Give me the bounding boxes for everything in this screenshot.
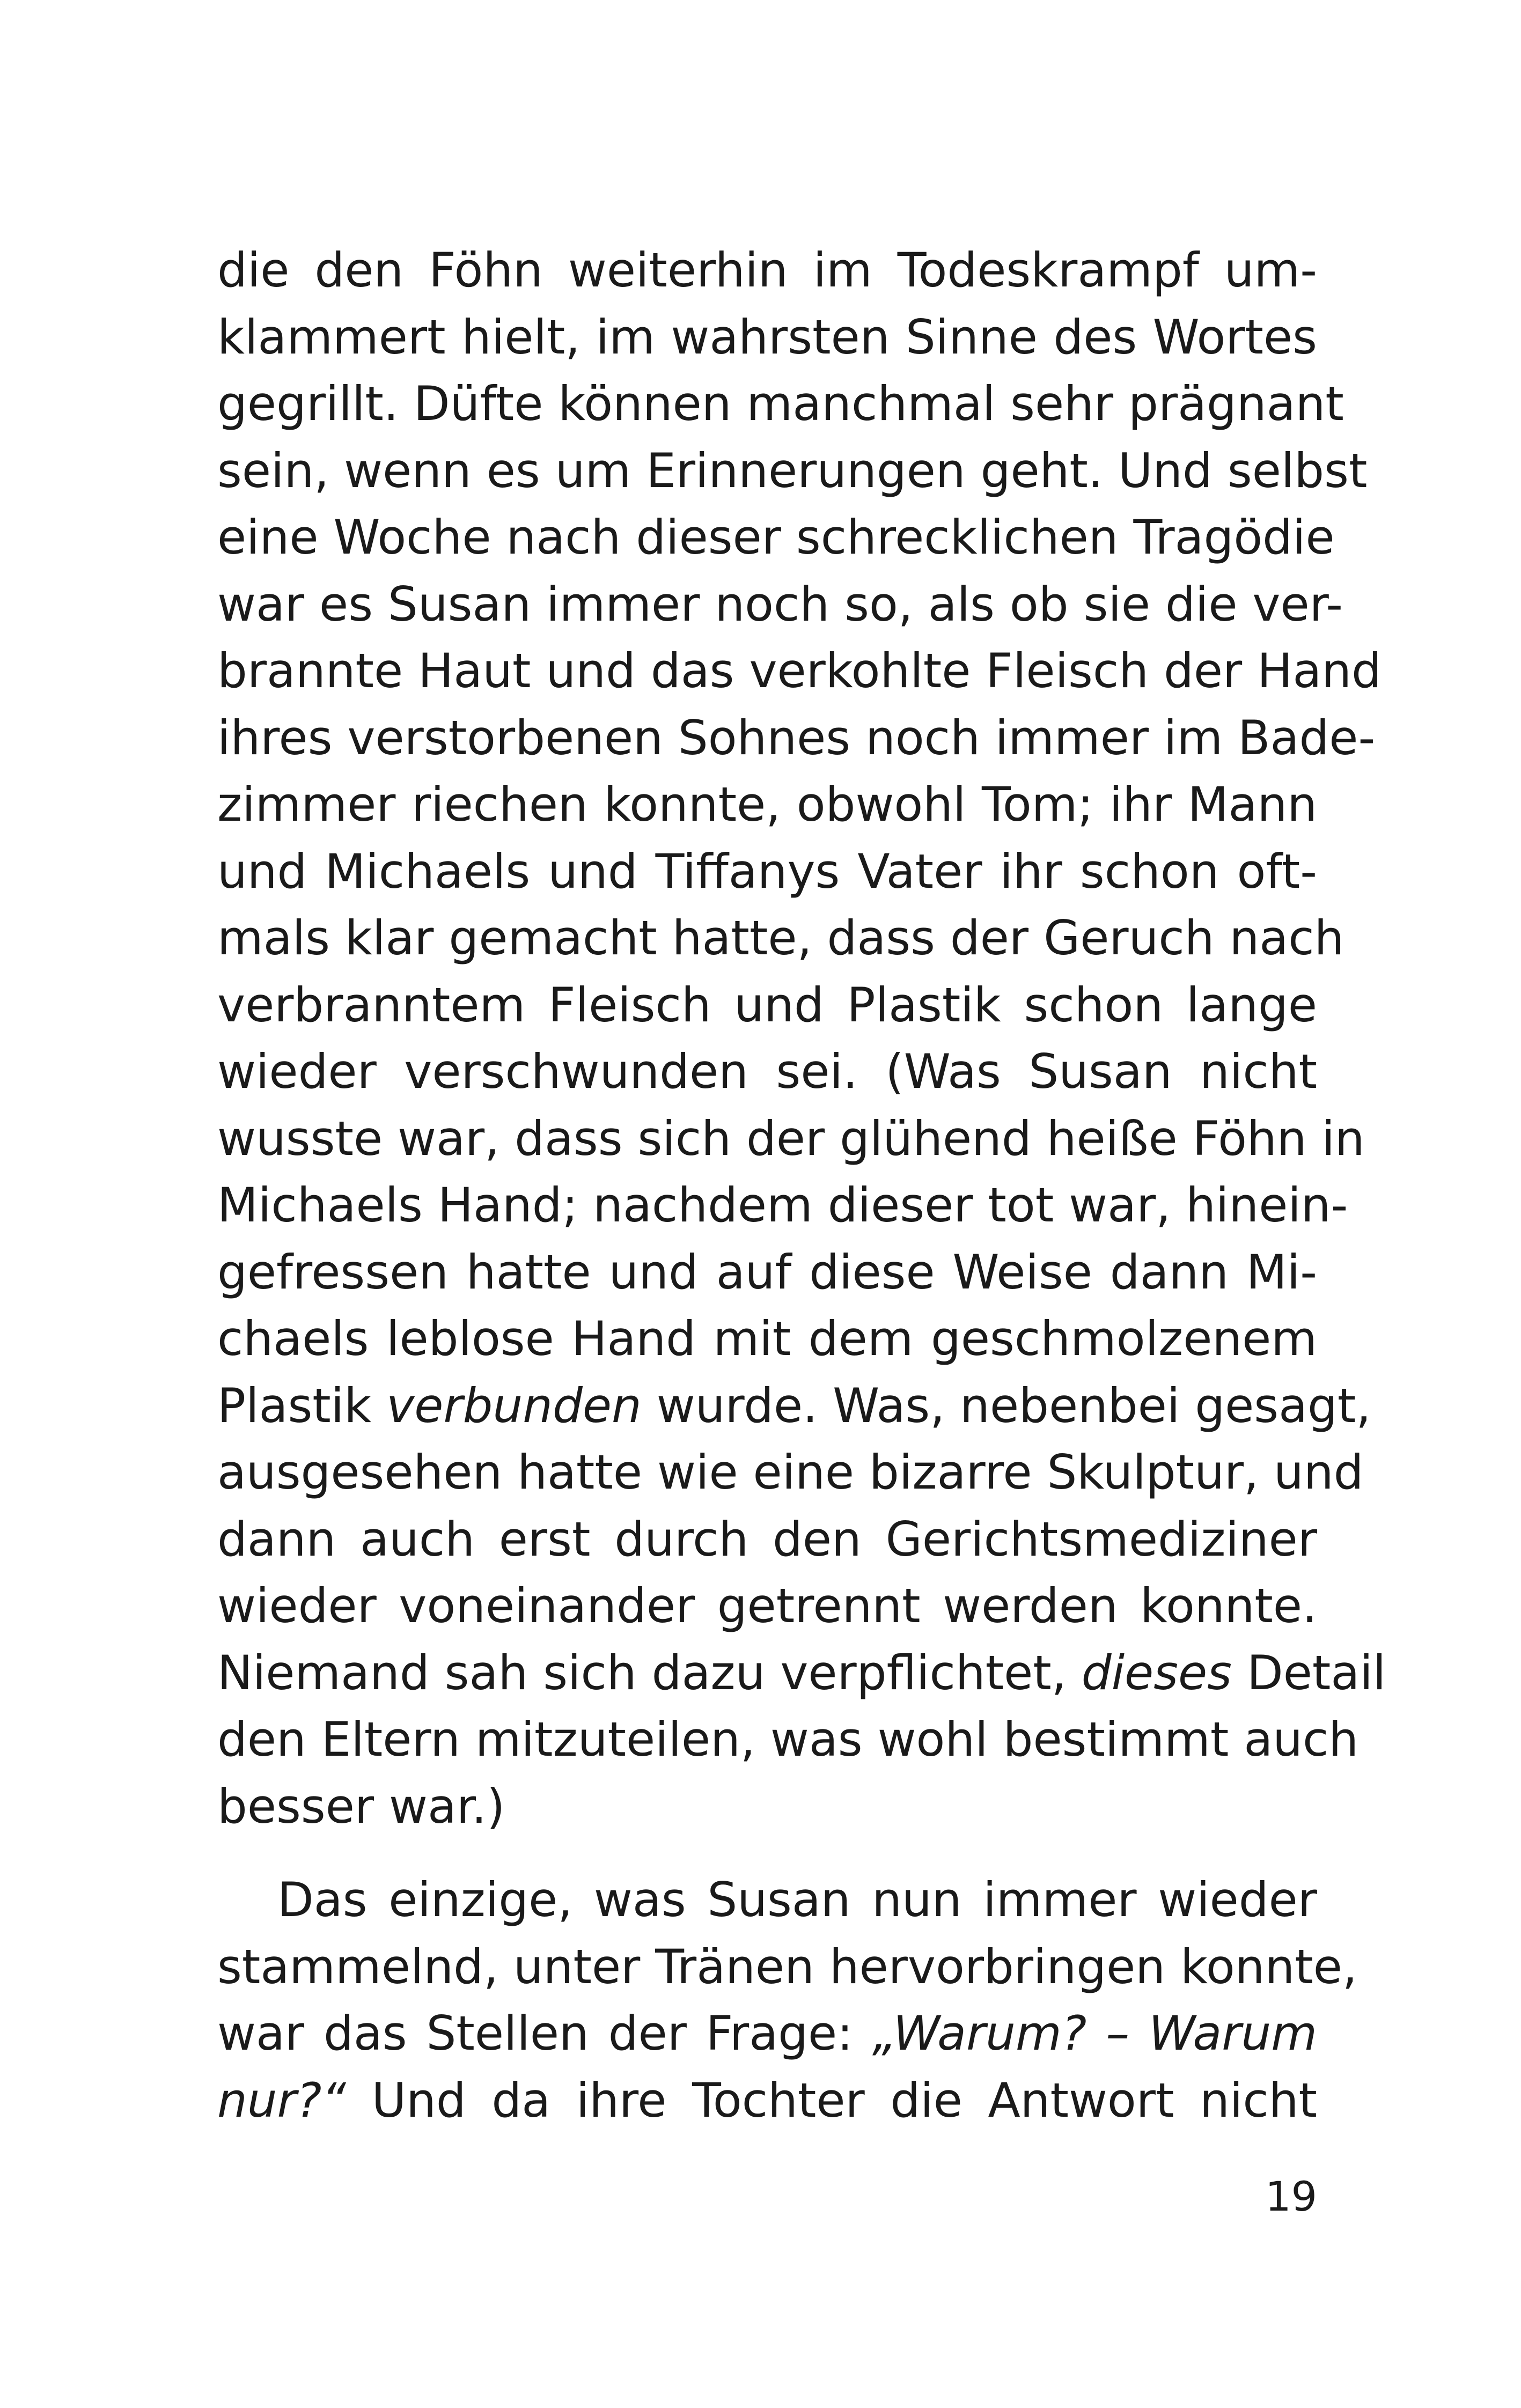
text-line — [217, 1934, 1357, 2001]
text-segment: brannte Haut und das verkohlte Fleisch der Hand — [217, 643, 1382, 698]
text-segment: wieder verschwunden sei. (Was Susan nicht — [217, 1044, 1317, 1099]
paragraph — [217, 237, 1386, 1840]
text-segment: dann auch erst durch den Gerichtsmediziner — [217, 1511, 1317, 1567]
text-segment: verbranntem Fleisch und Plastik schon lange — [217, 977, 1317, 1033]
text-segment: ausgesehen hatte wie eine bizarre Skulptur, und — [217, 1445, 1364, 1500]
emphasis-text: dieses — [1081, 1645, 1232, 1700]
text-segment: Und da ihre Tochter die Antwort nicht — [346, 2072, 1317, 2128]
paragraph — [217, 1867, 1357, 2134]
text-line — [217, 1306, 1317, 1373]
text-segment: die den Föhn weiterhin im Todeskrampf um- — [217, 242, 1317, 298]
text-segment: wurde. Was, nebenbei gesagt, — [641, 1378, 1371, 1433]
text-line — [217, 1373, 1371, 1440]
text-line — [217, 304, 1317, 371]
text-line — [217, 1439, 1364, 1506]
text-segment: gefressen hatte und auf diese Weise dann Mi- — [217, 1244, 1317, 1300]
text-line — [217, 237, 1317, 304]
text-segment: Detail — [1232, 1645, 1386, 1700]
text-segment: wieder voneinander getrennt werden konnte. — [217, 1578, 1317, 1633]
text-line — [217, 1172, 1348, 1239]
text-segment: den Eltern mitzuteilen, was wohl bestimmt auch — [217, 1712, 1359, 1767]
text-line — [217, 571, 1343, 638]
text-line — [217, 1573, 1317, 1640]
text-segment: mals klar gemacht hatte, dass der Geruch nach — [217, 910, 1344, 966]
text-line — [217, 504, 1335, 571]
text-line — [217, 1640, 1386, 1707]
text-line — [217, 1867, 1317, 1934]
text-segment: Plastik — [217, 1378, 387, 1433]
text-segment: ihres verstorbenen Sohnes noch immer im Bade- — [217, 710, 1376, 765]
text-segment: Niemand sah sich dazu verpflichtet, — [217, 1645, 1082, 1700]
text-line — [217, 705, 1376, 772]
text-segment: eine Woche nach dieser schrecklichen Tragödie — [217, 510, 1335, 565]
text-segment: und Michaels und Tiffanys Vater ihr schon oft- — [217, 843, 1317, 899]
text-line — [217, 1506, 1317, 1573]
body-text — [217, 237, 1386, 2134]
text-line — [217, 1773, 1317, 1840]
emphasis-text: nur?“ — [217, 2072, 347, 2128]
text-segment: chaels leblose Hand mit dem geschmolzenem — [217, 1311, 1317, 1366]
text-segment: wusste war, dass sich der glühend heiße Föhn in — [217, 1110, 1365, 1166]
text-line — [217, 371, 1344, 438]
text-segment: war es Susan immer noch so, als ob sie die ver- — [217, 576, 1343, 632]
text-line — [217, 438, 1368, 505]
text-segment: klammert hielt, im wahrsten Sinne des Wortes — [217, 309, 1317, 365]
text-line — [217, 838, 1317, 905]
text-line — [217, 905, 1344, 972]
text-line — [217, 2000, 1317, 2067]
text-line — [217, 2067, 1317, 2134]
text-line — [217, 1706, 1359, 1773]
text-segment: sein, wenn es um Erinnerungen geht. Und selbst — [217, 443, 1368, 498]
text-segment: stammelnd, unter Tränen hervorbringen konnte, — [217, 1939, 1357, 1994]
text-segment: Michaels Hand; nachdem dieser tot war, hinein- — [217, 1177, 1348, 1233]
text-line — [217, 771, 1317, 838]
text-segment: war das Stellen der Frage: — [217, 2006, 872, 2061]
text-line — [217, 638, 1382, 705]
text-line — [217, 1039, 1317, 1106]
page-number: 19 — [1265, 2173, 1317, 2220]
emphasis-text: „Warum? – Warum — [872, 2006, 1317, 2061]
text-line — [217, 1106, 1365, 1173]
text-segment: gegrillt. Düfte können manchmal sehr prägnant — [217, 376, 1344, 431]
text-segment: Das einzige, was Susan nun immer wieder — [277, 1872, 1317, 1927]
emphasis-text: verbunden — [386, 1378, 642, 1433]
text-line — [217, 972, 1317, 1039]
text-line — [217, 1239, 1317, 1306]
text-segment: zimmer riechen konnte, obwohl Tom; ihr Mann — [217, 777, 1317, 832]
text-segment: besser war.) — [217, 1778, 505, 1834]
